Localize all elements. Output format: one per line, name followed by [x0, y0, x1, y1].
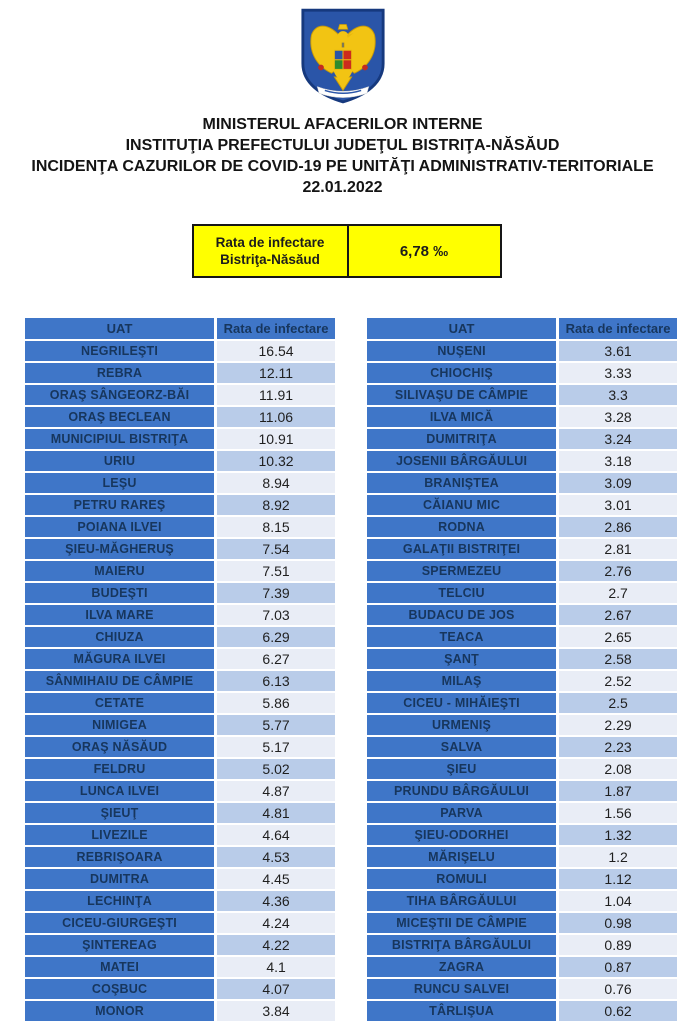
table-row [25, 649, 335, 669]
table-row [367, 825, 677, 845]
table-row [367, 891, 677, 911]
uat-cell: BUDEŞTI [25, 583, 214, 603]
rate-cell: 5.17 [217, 737, 335, 757]
uat-cell: BUDACU DE JOS [367, 605, 556, 625]
column-header-rate: Rata de infectare [559, 318, 677, 339]
uat-cell: CICEU-GIURGEŞTI [25, 913, 214, 933]
rate-cell: 4.22 [217, 935, 335, 955]
table-row [25, 781, 335, 801]
rate-cell: 2.23 [559, 737, 677, 757]
rate-cell: 2.7 [559, 583, 677, 603]
table-row [367, 1001, 677, 1021]
table-row [25, 627, 335, 647]
rate-cell: 7.03 [217, 605, 335, 625]
rate-cell: 2.29 [559, 715, 677, 735]
table-row [367, 715, 677, 735]
uat-cell: PETRU RAREŞ [25, 495, 214, 515]
rate-cell: 2.52 [559, 671, 677, 691]
uat-cell: NEGRILEŞTI [25, 341, 214, 361]
table-row [367, 341, 677, 361]
uat-cell: RODNA [367, 517, 556, 537]
rate-cell: 1.2 [559, 847, 677, 867]
table-row [25, 737, 335, 757]
rate-cell: 3.28 [559, 407, 677, 427]
uat-cell: CHIOCHIŞ [367, 363, 556, 383]
rate-cell: 8.92 [217, 495, 335, 515]
table-body [25, 341, 335, 1021]
table-row [367, 627, 677, 647]
table-row [25, 363, 335, 383]
table-row [367, 539, 677, 559]
county-rate-label [194, 226, 349, 276]
uat-cell: ŞIEU-ODORHEI [367, 825, 556, 845]
table-row [25, 803, 335, 823]
rate-cell: 0.76 [559, 979, 677, 999]
rate-cell: 3.24 [559, 429, 677, 449]
rate-cell: 0.98 [559, 913, 677, 933]
uat-cell: MĂGURA ILVEI [25, 649, 214, 669]
table-row [25, 869, 335, 889]
table-row [367, 407, 677, 427]
table-row [25, 561, 335, 581]
table-row [25, 957, 335, 977]
uat-cell: URMENIŞ [367, 715, 556, 735]
uat-cell: SILIVAŞU DE CÂMPIE [367, 385, 556, 405]
uat-cell: LEŞU [25, 473, 214, 493]
table-row [367, 781, 677, 801]
rate-cell: 4.87 [217, 781, 335, 801]
uat-cell: CHIUZA [25, 627, 214, 647]
uat-cell: ORAŞ NĂSĂUD [25, 737, 214, 757]
uat-cell: LUNCA ILVEI [25, 781, 214, 801]
rate-cell: 4.24 [217, 913, 335, 933]
table-header-row [25, 318, 335, 339]
uat-cell: ORAŞ BECLEAN [25, 407, 214, 427]
uat-cell: ROMULI [367, 869, 556, 889]
table-row [25, 517, 335, 537]
uat-cell: MĂRIŞELU [367, 847, 556, 867]
rate-cell: 2.67 [559, 605, 677, 625]
rate-cell: 8.94 [217, 473, 335, 493]
table-row [367, 803, 677, 823]
header-line-ministry: MINISTERUL AFACERILOR INTERNE [202, 116, 483, 133]
uat-cell: ŞINTEREAG [25, 935, 214, 955]
romania-coat-of-arms-icon [300, 8, 386, 104]
rate-cell: 1.56 [559, 803, 677, 823]
uat-cell: MILAŞ [367, 671, 556, 691]
rate-cell: 5.86 [217, 693, 335, 713]
rate-cell: 4.53 [217, 847, 335, 867]
rate-cell: 2.5 [559, 693, 677, 713]
rate-cell: 6.13 [217, 671, 335, 691]
table-row [25, 715, 335, 735]
table-row [25, 693, 335, 713]
uat-cell: PARVA [367, 803, 556, 823]
table-row [25, 979, 335, 999]
rate-cell: 0.62 [559, 1001, 677, 1021]
uat-cell: SALVA [367, 737, 556, 757]
uat-cell: MONOR [25, 1001, 214, 1021]
rate-cell: 3.01 [559, 495, 677, 515]
table-row [367, 495, 677, 515]
uat-table-right [367, 318, 677, 1023]
rate-cell: 2.65 [559, 627, 677, 647]
uat-cell: REBRIŞOARA [25, 847, 214, 867]
uat-cell: CĂIANU MIC [367, 495, 556, 515]
table-row [25, 847, 335, 867]
rate-cell: 11.91 [217, 385, 335, 405]
rate-cell: 4.1 [217, 957, 335, 977]
table-row [367, 759, 677, 779]
rate-cell: 11.06 [217, 407, 335, 427]
uat-cell: DUMITRIŢA [367, 429, 556, 449]
rate-cell: 5.77 [217, 715, 335, 735]
table-row [367, 429, 677, 449]
uat-cell: ŞIEU [367, 759, 556, 779]
uat-cell: DUMITRA [25, 869, 214, 889]
uat-cell: TELCIU [367, 583, 556, 603]
uat-cell: ZAGRA [367, 957, 556, 977]
table-row [367, 561, 677, 581]
table-row [367, 847, 677, 867]
table-row [25, 429, 335, 449]
rate-cell: 3.33 [559, 363, 677, 383]
table-row [25, 451, 335, 471]
header-line-title: INCIDENŢA CAZURILOR DE COVID-19 PE UNITĂŢI ADMINISTRATIV-TERITORIALE [31, 158, 654, 175]
uat-cell: LECHINŢA [25, 891, 214, 911]
uat-cell: URIU [25, 451, 214, 471]
uat-cell: PRUNDU BÂRGĂULUI [367, 781, 556, 801]
table-row [25, 891, 335, 911]
rate-cell: 1.32 [559, 825, 677, 845]
rate-cell: 3.09 [559, 473, 677, 493]
header-line-date: 22.01.2022 [302, 179, 383, 196]
uat-table-left [25, 318, 335, 1023]
rate-cell: 1.87 [559, 781, 677, 801]
uat-cell: MUNICIPIUL BISTRIŢA [25, 429, 214, 449]
rate-cell: 3.84 [217, 1001, 335, 1021]
uat-cell: MATEI [25, 957, 214, 977]
uat-cell: LIVEZILE [25, 825, 214, 845]
table-row [367, 517, 677, 537]
table-row [367, 671, 677, 691]
rate-cell: 0.87 [559, 957, 677, 977]
rate-cell: 2.76 [559, 561, 677, 581]
uat-cell: MICEŞTII DE CÂMPIE [367, 913, 556, 933]
uat-cell: CETATE [25, 693, 214, 713]
table-row [25, 671, 335, 691]
table-row [367, 737, 677, 757]
table-row [25, 495, 335, 515]
uat-cell: NIMIGEA [25, 715, 214, 735]
rate-cell: 6.29 [217, 627, 335, 647]
uat-cell: CICEU - MIHĂIEŞTI [367, 693, 556, 713]
rate-cell: 12.11 [217, 363, 335, 383]
rate-cell: 3.18 [559, 451, 677, 471]
rate-cell: 4.07 [217, 979, 335, 999]
rate-cell: 16.54 [217, 341, 335, 361]
uat-cell: JOSENII BÂRGĂULUI [367, 451, 556, 471]
table-body [367, 341, 677, 1021]
column-header-uat: UAT [367, 318, 556, 339]
tables-section [0, 318, 685, 1023]
uat-cell: ŞANŢ [367, 649, 556, 669]
uat-cell: POIANA ILVEI [25, 517, 214, 537]
table-row [367, 385, 677, 405]
table-row [367, 935, 677, 955]
table-row [25, 1001, 335, 1021]
table-row [25, 385, 335, 405]
uat-cell: ŞIEU-MĂGHERUŞ [25, 539, 214, 559]
table-row [25, 539, 335, 559]
uat-cell: NUŞENI [367, 341, 556, 361]
table-row [367, 605, 677, 625]
uat-cell: TÂRLIŞUA [367, 1001, 556, 1021]
uat-cell: REBRA [25, 363, 214, 383]
rate-cell: 2.86 [559, 517, 677, 537]
header-line-institution: INSTITUŢIA PREFECTULUI JUDEŢUL BISTRIŢA-NĂSĂUD [125, 137, 560, 154]
uat-cell: ILVA MICĂ [367, 407, 556, 427]
rate-cell: 5.02 [217, 759, 335, 779]
column-header-rate: Rata de infectare [217, 318, 335, 339]
table-row [367, 693, 677, 713]
uat-cell: TEACA [367, 627, 556, 647]
uat-cell: SÂNMIHAIU DE CÂMPIE [25, 671, 214, 691]
rate-cell: 8.15 [217, 517, 335, 537]
uat-cell: BISTRIŢA BÂRGĂULUI [367, 935, 556, 955]
table-row [367, 979, 677, 999]
rate-cell: 0.89 [559, 935, 677, 955]
coat-of-arms [0, 0, 685, 104]
county-rate-box [192, 224, 502, 278]
uat-cell: SPERMEZEU [367, 561, 556, 581]
table-row [367, 451, 677, 471]
uat-cell: GALAŢII BISTRIŢEI [367, 539, 556, 559]
rate-cell: 10.91 [217, 429, 335, 449]
uat-cell: TIHA BÂRGĂULUI [367, 891, 556, 911]
rate-cell: 6.27 [217, 649, 335, 669]
uat-cell: COŞBUC [25, 979, 214, 999]
table-row [25, 473, 335, 493]
rate-cell: 7.51 [217, 561, 335, 581]
table-row [25, 341, 335, 361]
table-row [25, 825, 335, 845]
table-row [367, 583, 677, 603]
column-header-uat: UAT [25, 318, 214, 339]
county-rate-label-line2: Bistriţa-Năsăud [220, 252, 320, 267]
rate-cell: 10.32 [217, 451, 335, 471]
table-row [367, 957, 677, 977]
uat-cell: ŞIEUŢ [25, 803, 214, 823]
rate-cell: 4.81 [217, 803, 335, 823]
uat-cell: FELDRU [25, 759, 214, 779]
table-row [25, 935, 335, 955]
table-row [25, 913, 335, 933]
table-header-row [367, 318, 677, 339]
county-rate-value: 6,78 ‰ [399, 242, 449, 260]
county-rate-label-line1: Rata de infectare [215, 235, 325, 250]
document-header [0, 114, 685, 198]
table-row [25, 583, 335, 603]
uat-cell: ORAŞ SÂNGEORZ-BĂI [25, 385, 214, 405]
table-row [367, 363, 677, 383]
rate-cell: 4.64 [217, 825, 335, 845]
rate-cell: 1.12 [559, 869, 677, 889]
rate-cell: 3.3 [559, 385, 677, 405]
rate-cell: 1.04 [559, 891, 677, 911]
uat-cell: ILVA MARE [25, 605, 214, 625]
table-row [367, 649, 677, 669]
uat-cell: MAIERU [25, 561, 214, 581]
table-row [367, 473, 677, 493]
rate-cell: 2.58 [559, 649, 677, 669]
table-row [25, 605, 335, 625]
table-row [25, 407, 335, 427]
uat-cell: RUNCU SALVEI [367, 979, 556, 999]
rate-cell: 4.45 [217, 869, 335, 889]
rate-cell: 7.54 [217, 539, 335, 559]
table-row [367, 913, 677, 933]
table-row [25, 759, 335, 779]
rate-cell: 2.81 [559, 539, 677, 559]
uat-cell: BRANIŞTEA [367, 473, 556, 493]
rate-cell: 3.61 [559, 341, 677, 361]
table-row [367, 869, 677, 889]
rate-cell: 2.08 [559, 759, 677, 779]
rate-cell: 4.36 [217, 891, 335, 911]
rate-cell: 7.39 [217, 583, 335, 603]
